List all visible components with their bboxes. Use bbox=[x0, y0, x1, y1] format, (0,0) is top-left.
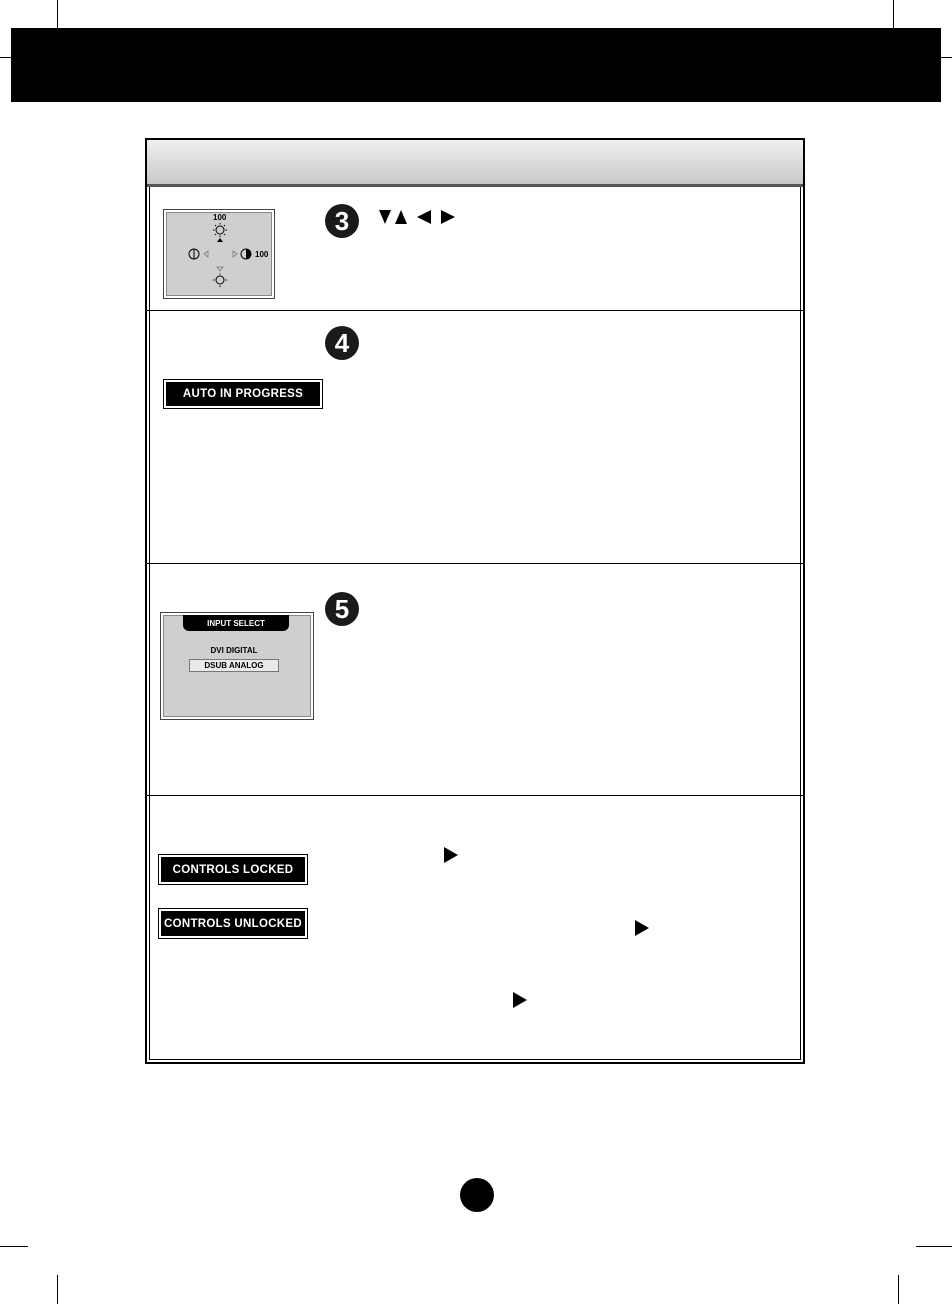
right-triangle-icon bbox=[635, 920, 649, 936]
right-triangle-icon bbox=[444, 847, 458, 863]
down-triangle-icon bbox=[379, 209, 391, 225]
sun-icon bbox=[212, 222, 228, 244]
contrast-circle-icon bbox=[188, 248, 212, 260]
step-number-5: 5 bbox=[325, 592, 359, 626]
crop-mark bbox=[916, 1246, 952, 1247]
auto-in-progress-label: AUTO IN PROGRESS bbox=[166, 382, 320, 406]
step-number-3: 3 bbox=[325, 204, 359, 238]
sun-icon bbox=[212, 266, 228, 288]
top-banner bbox=[11, 28, 941, 102]
input-option-selected[interactable]: DSUB ANALOG bbox=[189, 659, 279, 672]
controls-locked-label: CONTROLS LOCKED bbox=[161, 857, 305, 882]
up-triangle-icon bbox=[395, 209, 407, 225]
controls-unlocked-label: CONTROLS UNLOCKED bbox=[161, 911, 305, 936]
contrast-circle-icon bbox=[232, 248, 254, 260]
row-divider bbox=[147, 310, 803, 311]
row-divider bbox=[147, 563, 803, 564]
crop-mark bbox=[57, 1275, 58, 1304]
brightness-contrast-osd bbox=[163, 209, 275, 299]
right-triangle-icon bbox=[513, 992, 527, 1008]
crop-mark bbox=[893, 0, 894, 30]
contrast-value: 100 bbox=[255, 250, 269, 259]
right-triangle-icon bbox=[441, 210, 455, 224]
brightness-value: 100 bbox=[213, 213, 227, 222]
input-select-title: INPUT SELECT bbox=[183, 615, 289, 631]
crop-mark bbox=[0, 1246, 28, 1247]
table-header-bar bbox=[147, 140, 803, 187]
crop-mark bbox=[57, 0, 58, 30]
page-number-dot bbox=[460, 1178, 494, 1212]
content-frame bbox=[145, 138, 805, 1064]
input-select-osd bbox=[160, 612, 314, 720]
row-divider bbox=[147, 795, 803, 796]
input-option[interactable]: DVI DIGITAL bbox=[210, 646, 258, 655]
left-triangle-icon bbox=[417, 210, 431, 224]
step-number-4: 4 bbox=[325, 326, 359, 360]
crop-mark bbox=[898, 1275, 899, 1304]
crop-mark bbox=[941, 57, 952, 58]
crop-mark bbox=[0, 57, 11, 58]
